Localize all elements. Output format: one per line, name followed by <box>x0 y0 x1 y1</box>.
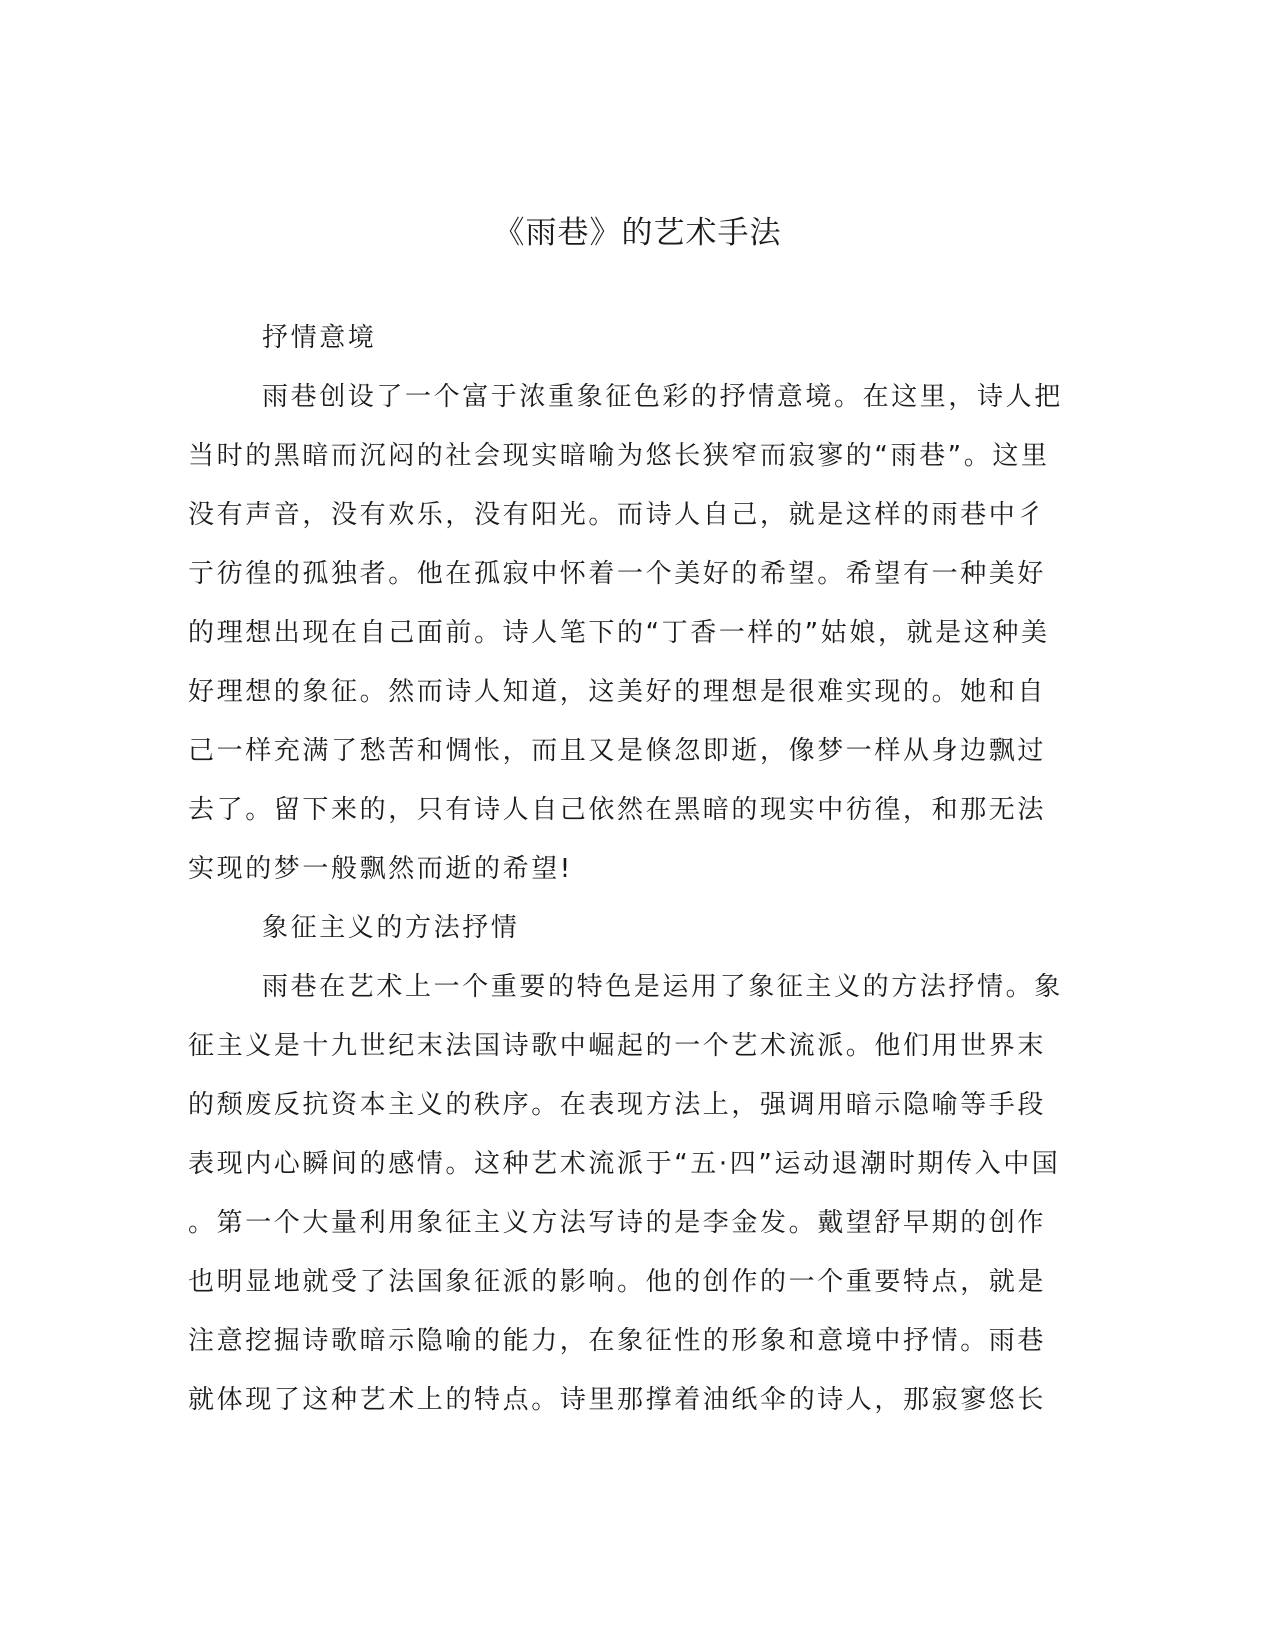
paragraph-line: 的颓废反抗资本主义的秩序。在表现方法上，强调用暗示隐喻等手段 <box>188 1090 1047 1120</box>
paragraph-line: 没有声音，没有欢乐，没有阳光。而诗人自己，就是这样的雨巷中彳 <box>188 500 1047 530</box>
paragraph-line: 也明显地就受了法国象征派的影响。他的创作的一个重要特点，就是 <box>188 1267 1047 1297</box>
paragraph-line: 亍彷徨的孤独者。他在孤寂中怀着一个美好的希望。希望有一种美好 <box>188 559 1047 589</box>
paragraph-line: 征主义是十九世纪末法国诗歌中崛起的一个艺术流派。他们用世界末 <box>188 1031 1047 1061</box>
paragraph-line: 实现的梦一般飘然而逝的希望! <box>188 854 573 884</box>
paragraph-line: 就体现了这种艺术上的特点。诗里那撑着油纸伞的诗人，那寂寥悠长 <box>188 1385 1047 1415</box>
paragraph-line: 好理想的象征。然而诗人知道，这美好的理想是很难实现的。她和自 <box>188 677 1047 707</box>
document-title: 《雨巷》的艺术手法 <box>493 215 782 251</box>
section-heading-lyrical-mood: 抒情意境 <box>262 323 377 353</box>
paragraph-line: 己一样充满了愁苦和惆怅，而且又是倏忽即逝，像梦一样从身边飘过 <box>188 736 1047 766</box>
paragraph-line: 雨巷创设了一个富于浓重象征色彩的抒情意境。在这里，诗人把 <box>262 382 1063 412</box>
section-heading-symbolism: 象征主义的方法抒情 <box>262 913 520 943</box>
paragraph-line: 的理想出现在自己面前。诗人笔下的“丁香一样的”姑娘，就是这种美 <box>188 618 1050 648</box>
paragraph-line: 。第一个大量利用象征主义方法写诗的是李金发。戴望舒早期的创作 <box>188 1208 1047 1238</box>
paragraph-line: 雨巷在艺术上一个重要的特色是运用了象征主义的方法抒情。象 <box>262 972 1063 1002</box>
paragraph-line: 当时的黑暗而沉闷的社会现实暗喻为悠长狭窄而寂寥的“雨巷”。这里 <box>188 441 1050 471</box>
paragraph-line: 去了。留下来的，只有诗人自己依然在黑暗的现实中彷徨，和那无法 <box>188 795 1047 825</box>
paragraph-line: 注意挖掘诗歌暗示隐喻的能力，在象征性的形象和意境中抒情。雨巷 <box>188 1326 1047 1356</box>
paragraph-line: 表现内心瞬间的感情。这种艺术流派于“五·四”运动退潮时期传入中国 <box>188 1149 1061 1179</box>
